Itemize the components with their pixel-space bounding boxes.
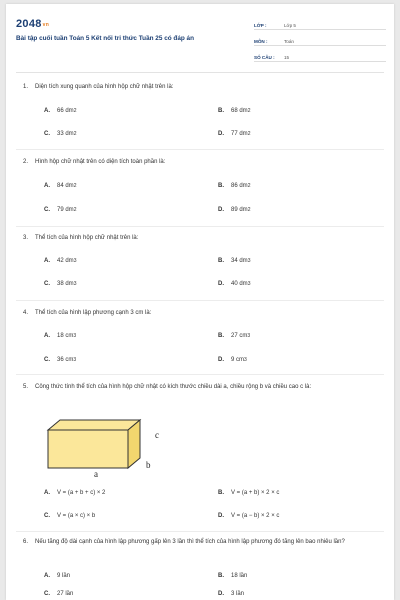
option-value: V = (a + b) × 2 × c: [231, 490, 280, 496]
option-exponent: 3: [73, 357, 77, 363]
question-text: Nếu tăng độ dài cạnh của hình lập phương gấp lên 3 lần thì thể tích của hình lập phương đó tăng lên bao nhiêu lần?: [35, 539, 345, 545]
option-6a[interactable]: [44, 573, 70, 579]
option-value: 42 dm: [57, 258, 74, 264]
question-1: [23, 83, 379, 92]
option-value: 66 dm: [57, 108, 74, 114]
option-exponent: 2: [247, 207, 251, 213]
option-letter: B.: [218, 183, 224, 189]
option-letter: A.: [44, 183, 50, 189]
option-2b[interactable]: [218, 183, 250, 189]
option-exponent: 3: [247, 258, 251, 264]
option-letter: C.: [44, 207, 50, 213]
question-divider: [16, 226, 384, 227]
logo-text: 2048: [16, 18, 42, 30]
option-1b[interactable]: [218, 108, 250, 114]
question-text: Thể tích của hình hộp chữ nhật trên là:: [35, 235, 139, 241]
option-value: 34 dm: [231, 258, 248, 264]
option-exponent: 3: [244, 357, 247, 363]
option-4b[interactable]: [218, 333, 250, 339]
option-exponent: 2: [73, 207, 77, 213]
meta-key: SỐ CÂU :: [254, 55, 275, 60]
option-value: V = (a − b) × 2 × c: [231, 513, 280, 519]
option-letter: B.: [218, 108, 224, 114]
option-letter: C.: [44, 131, 50, 137]
option-1c[interactable]: [44, 131, 76, 137]
option-letter: A.: [44, 573, 50, 579]
question-text: Diện tích xung quanh của hình hộp chữ nhật trên là:: [35, 84, 174, 90]
option-1d[interactable]: [218, 131, 250, 137]
option-value: 68 dm: [231, 108, 248, 114]
option-value: 3 lần: [231, 591, 245, 597]
option-exponent: 3: [247, 281, 251, 287]
option-value: 40 dm: [231, 281, 248, 287]
label-b: b: [146, 460, 151, 470]
question-number: 1.: [23, 84, 29, 90]
meta-value: Toán: [284, 39, 294, 44]
cuboid-top-face: [48, 420, 140, 430]
option-5d[interactable]: [218, 513, 279, 519]
option-letter: C.: [44, 357, 50, 363]
question-divider: [16, 300, 384, 301]
worksheet-title: Bài tập cuối tuần Toán 5 Kết nối tri thức Tuần 25 có đáp án: [16, 35, 195, 42]
option-exponent: 3: [247, 333, 251, 339]
option-letter: B.: [218, 490, 224, 496]
option-letter: D.: [218, 131, 224, 137]
option-value: 36 cm: [57, 357, 74, 363]
question-divider: [16, 531, 384, 532]
meta-row-subject: [254, 32, 386, 46]
cuboid-figure: [36, 418, 176, 478]
option-6d[interactable]: [218, 591, 244, 597]
option-letter: C.: [44, 513, 50, 519]
option-value: 77 dm: [231, 131, 248, 137]
question-text: Công thức tính thể tích của hình hộp chữ nhật có kích thước chiều dài a, chiều rộng b và chiều cao c là:: [35, 384, 312, 390]
option-5b[interactable]: [218, 490, 279, 496]
option-2c[interactable]: [44, 207, 76, 213]
worksheet-meta: [254, 16, 386, 64]
option-letter: A.: [44, 258, 50, 264]
question-6: [23, 538, 379, 547]
option-exponent: 2: [247, 108, 251, 114]
question-divider: [16, 374, 384, 375]
option-5a[interactable]: [44, 490, 105, 496]
option-4a[interactable]: [44, 333, 76, 339]
option-value: 18 cm: [57, 333, 74, 339]
question-text: Thể tích của hình lập phương cạnh 3 cm là:: [35, 310, 152, 316]
option-1a[interactable]: [44, 108, 76, 114]
option-letter: C.: [44, 591, 50, 597]
option-3b[interactable]: [218, 258, 250, 264]
option-5c[interactable]: [44, 513, 95, 519]
question-number: 3.: [23, 235, 29, 241]
meta-key: MÔN :: [254, 39, 268, 44]
option-value: V = (a + b + c) × 2: [57, 490, 106, 496]
option-letter: D.: [218, 591, 224, 597]
option-6b[interactable]: [218, 573, 247, 579]
logo-suffix: vn: [42, 22, 50, 28]
question-5: [23, 383, 379, 392]
meta-row-count: [254, 48, 386, 62]
option-exponent: 2: [73, 108, 77, 114]
option-value: 27 lần: [57, 591, 74, 597]
option-letter: D.: [218, 513, 224, 519]
question-3: [23, 234, 379, 243]
label-a: a: [94, 469, 98, 478]
question-number: 2.: [23, 159, 29, 165]
question-number: 4.: [23, 310, 29, 316]
option-letter: D.: [218, 357, 224, 363]
option-exponent: 2: [247, 183, 251, 189]
worksheet-header: [6, 4, 394, 60]
option-letter: C.: [44, 281, 50, 287]
question-4: [23, 309, 379, 318]
question-number: 6.: [23, 539, 29, 545]
option-letter: B.: [218, 333, 224, 339]
header-divider: [16, 72, 384, 73]
meta-value: Lớp 5: [284, 23, 296, 28]
option-letter: D.: [218, 281, 224, 287]
option-value: 89 dm: [231, 207, 248, 213]
question-divider: [16, 149, 384, 150]
label-c: c: [155, 430, 159, 440]
option-value: 27 cm: [231, 333, 248, 339]
option-letter: A.: [44, 108, 50, 114]
option-value: 9 lần: [57, 573, 71, 579]
site-logo[interactable]: [16, 18, 49, 30]
question-text: Hình hộp chữ nhật trên có diện tích toàn phần là:: [35, 159, 166, 165]
option-4d[interactable]: [218, 357, 247, 363]
option-value: 38 dm: [57, 281, 74, 287]
option-value: 84 dm: [57, 183, 74, 189]
option-value: V = (a × c) × b: [57, 513, 96, 519]
option-letter: A.: [44, 490, 50, 496]
option-value: 9 cm: [231, 357, 245, 363]
option-exponent: 3: [73, 281, 77, 287]
option-exponent: 2: [73, 131, 77, 137]
option-exponent: 2: [247, 131, 251, 137]
option-letter: D.: [218, 207, 224, 213]
option-3a[interactable]: [44, 258, 76, 264]
option-2a[interactable]: [44, 183, 76, 189]
question-number: 5.: [23, 384, 29, 390]
worksheet-page: [6, 4, 394, 600]
option-4c[interactable]: [44, 357, 76, 363]
option-value: 79 dm: [57, 207, 74, 213]
question-2: [23, 158, 379, 167]
option-exponent: 3: [73, 258, 77, 264]
option-exponent: 3: [73, 333, 77, 339]
meta-row-class: [254, 16, 386, 30]
option-value: 18 lần: [231, 573, 248, 579]
option-value: 86 dm: [231, 183, 248, 189]
meta-value: 15: [284, 55, 290, 60]
option-letter: B.: [218, 573, 224, 579]
option-exponent: 2: [73, 183, 77, 189]
cuboid-front-face: [48, 430, 128, 468]
option-3d[interactable]: [218, 281, 250, 287]
option-2d[interactable]: [218, 207, 250, 213]
option-letter: A.: [44, 333, 50, 339]
meta-key: LỚP :: [254, 23, 267, 28]
option-letter: B.: [218, 258, 224, 264]
option-3c[interactable]: [44, 281, 76, 287]
option-value: 33 dm: [57, 131, 74, 137]
option-6c[interactable]: [44, 591, 73, 597]
